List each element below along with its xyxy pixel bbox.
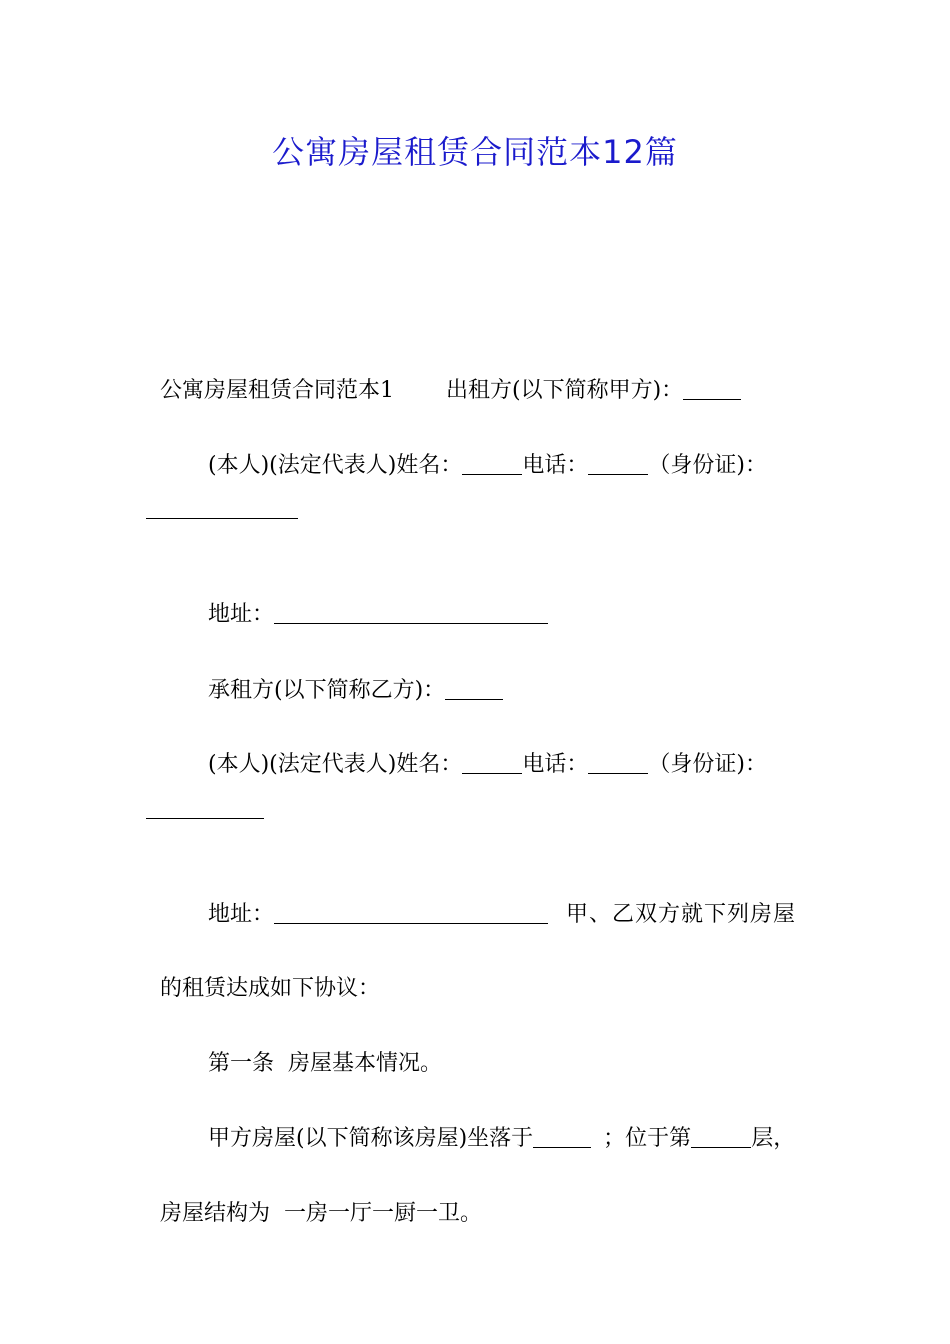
- line-lessor-address: [194, 567, 548, 631]
- lessor-phone-label: 电话：: [522, 453, 589, 478]
- article-one-title: 第一条 房屋基本情况。: [208, 1051, 442, 1076]
- lessor-address-blank: [274, 603, 548, 624]
- line-property-structure: [146, 1166, 482, 1230]
- line-lessor-details: [194, 418, 767, 482]
- lessee-address-label: 地址：: [208, 902, 275, 927]
- lessor-name-blank: [462, 454, 522, 475]
- lessor-id-blank: [146, 518, 298, 519]
- property-location-label: 甲方房屋(以下简称该房屋)坐落于: [208, 1126, 534, 1151]
- lessee-address-blank: [274, 903, 548, 924]
- lessee-id-label: （身份证)：: [648, 752, 767, 777]
- lessor-name-label: (本人)(法定代表人)姓名：: [208, 453, 463, 478]
- property-location-blank: [533, 1127, 591, 1148]
- agreement-intro-part2: 的租赁达成如下协议：: [160, 976, 381, 1001]
- line-lessor-heading: [146, 343, 741, 407]
- line-lessee-address: [194, 867, 796, 931]
- line-lessee-details: [194, 717, 767, 781]
- contract-number-label: 公寓房屋租赁合同范本1: [160, 378, 394, 403]
- line-lessee-heading: [194, 643, 503, 707]
- lessor-id-label: （身份证)：: [648, 453, 767, 478]
- lessee-blank: [445, 679, 503, 700]
- lessor-label: 出租方(以下简称甲方)：: [446, 378, 684, 403]
- line-agreement-intro: [146, 941, 380, 1005]
- lessor-address-label: 地址：: [208, 602, 275, 627]
- document-title: 公寓房屋租赁合同范本12篇: [272, 133, 678, 171]
- lessee-name-blank: [462, 753, 522, 774]
- line-property-location: [194, 1091, 795, 1155]
- lessee-label: 承租方(以下简称乙方)：: [208, 678, 446, 703]
- lessor-blank: [683, 379, 741, 400]
- property-structure: 房屋结构为 一房一厅一厨一卫。: [160, 1201, 482, 1226]
- agreement-intro-part1: 甲、乙双方就下列房屋: [566, 902, 797, 927]
- floor-label: ；位于第: [603, 1126, 692, 1151]
- lessor-phone-blank: [588, 454, 648, 475]
- lessee-phone-label: 电话：: [522, 752, 589, 777]
- lessee-id-blank: [146, 818, 264, 819]
- floor-blank: [691, 1127, 751, 1148]
- article-one-heading: [194, 1016, 442, 1080]
- lessee-phone-blank: [588, 753, 648, 774]
- lessee-name-label: (本人)(法定代表人)姓名：: [208, 752, 463, 777]
- floor-suffix: 层，: [751, 1126, 796, 1151]
